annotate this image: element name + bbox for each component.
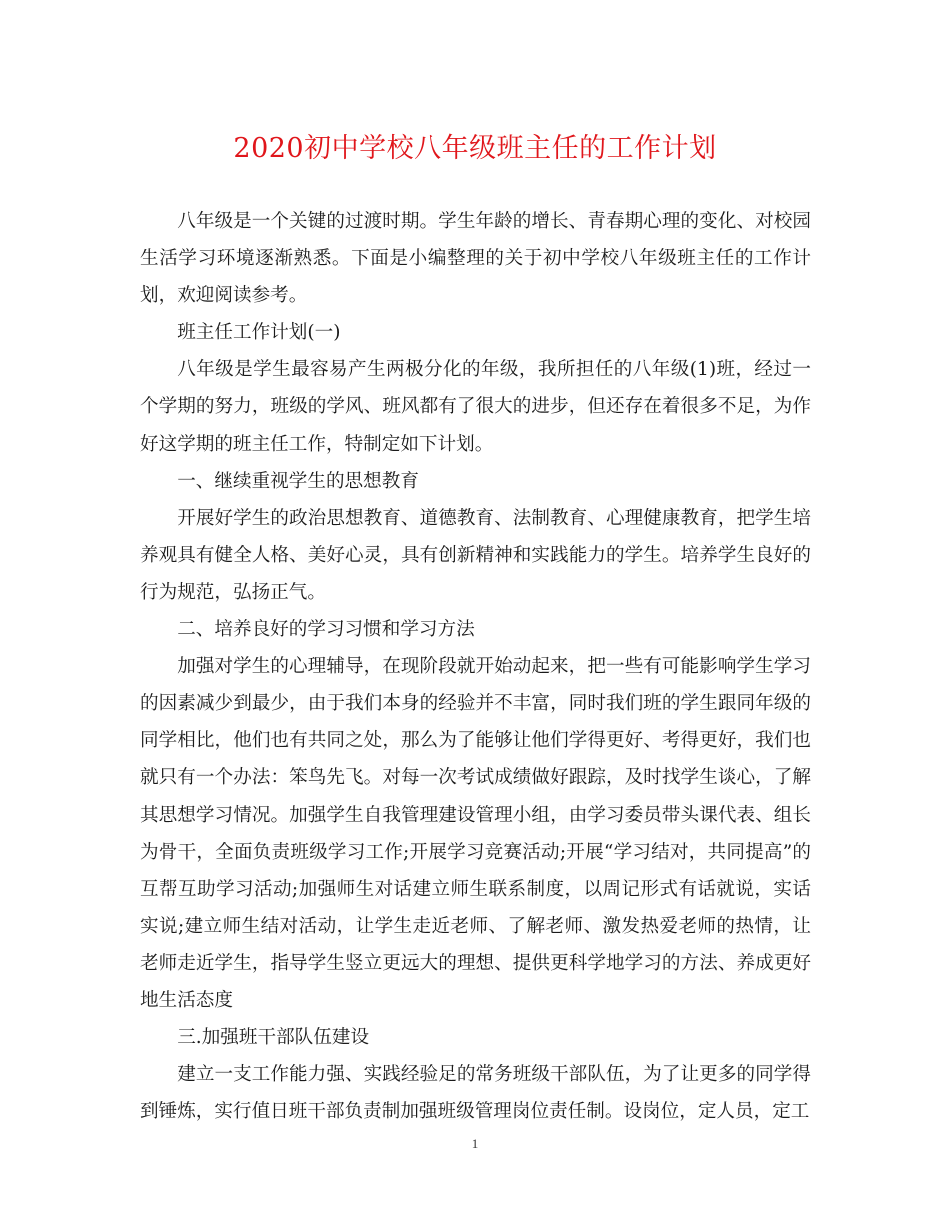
section-heading-ideological-education: 一、继续重视学生的思想教育 — [177, 470, 419, 492]
page-number: 1 — [471, 1136, 479, 1151]
paragraph-study-habits: 加强对学生的心理辅导，在现阶段就开始动起来，把一些有可能影响学生学习的因素减少到最少，由于我们本身的经验并不丰富，同时我们班的学生跟同年级的同学相比，他们也有共同之处，那么为了能够让他们学得更好、考得更好，我们也就只有一个办法：笨鸟先飞。对每一次考试成绩做好跟踪，及时找学生谈心，了解其思想学习情况。加强学生自我管理建设管理小组，由学习委员带头课代表、组长为骨干，全面负责班级学习工作;开展学习竞赛活动;开展“学习结对，共同提高”的互帮互助学习活动;加强师生对话建立师生联系制度，以周记形式有话就说，实话实说;建立师生结对活动，让学生走近老师、了解老师、激发热爱老师的热情，让老师走近学生，指导学生竖立更远大的理想、提供更科学地学习的方法、养成更好地生活态度 — [140, 656, 811, 1011]
section-heading-study-habits: 二、培养良好的学习习惯和学习方法 — [177, 619, 475, 641]
document-body — [140, 203, 811, 1130]
paragraph-class-overview: 八年级是学生最容易产生两极分化的年级，我所担任的八年级(1)班，经过一个学期的努力，班级的学风、班风都有了很大的进步，但还存在着很多不足，为作好这学期的班主任工作，特制定如下计划。 — [140, 359, 811, 455]
section-heading-plan-one: 班主任工作计划(一) — [177, 322, 341, 344]
document-title: 2020初中学校八年级班主任的工作计划 — [233, 133, 717, 164]
paragraph-class-cadres: 建立一支工作能力强、实践经验足的常务班级干部队伍，为了让更多的同学得到锤炼，实行值日班干部负责制加强班级管理岗位责任制。设岗位，定人员，定工 — [140, 1064, 811, 1123]
paragraph-ideological-education: 开展好学生的政治思想教育、道德教育、法制教育、心理健康教育，把学生培养观具有健全人格、美好心灵，具有创新精神和实践能力的学生。培养学生良好的行为规范，弘扬正气。 — [140, 507, 811, 603]
paragraph-intro: 八年级是一个关键的过渡时期。学生年龄的增长、青春期心理的变化、对校园生活学习环境逐渐熟悉。下面是小编整理的关于初中学校八年级班主任的工作计划，欢迎阅读参考。 — [140, 211, 811, 307]
section-heading-class-cadres: 三.加强班干部队伍建设 — [177, 1027, 370, 1049]
